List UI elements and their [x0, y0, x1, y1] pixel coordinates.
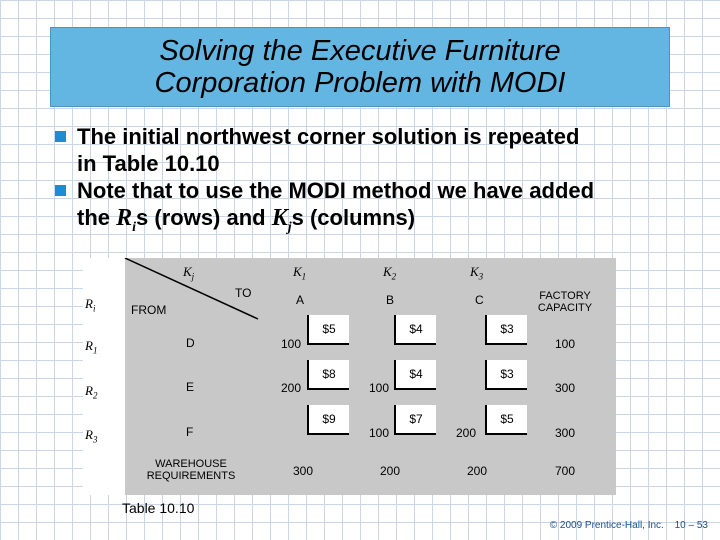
bullet-text: Note that to use the MODI method we have added — [77, 178, 595, 203]
col-k-3: $K_3$ — [470, 264, 484, 282]
page-number: 10 – 53 — [674, 520, 708, 531]
row-name-d: D — [186, 336, 195, 350]
to-label: TO — [235, 286, 252, 300]
bullet-square-icon — [55, 131, 66, 142]
requirement-a: 300 — [293, 464, 314, 478]
col-header-b: B — [386, 293, 395, 307]
cost-e-c: $3 — [485, 360, 527, 390]
capacity-f: 300 — [555, 426, 576, 440]
col-header-c: C — [475, 293, 484, 307]
cost-d-a: $5 — [307, 315, 349, 345]
alloc-e-a: 200 — [281, 381, 302, 395]
cost-f-b: $7 — [394, 405, 436, 435]
alloc-e-b: 100 — [369, 381, 390, 395]
capacity-e: 300 — [555, 381, 576, 395]
cost-d-b: $4 — [394, 315, 436, 345]
from-label: FROM — [131, 303, 167, 317]
bullet-item — [55, 177, 695, 241]
cost-f-a: $9 — [307, 405, 349, 435]
title-line-1: Solving the Executive Furniture — [159, 35, 561, 67]
row-r-3: $R_3$ — [85, 427, 98, 445]
requirement-c: 200 — [467, 464, 488, 478]
total-requirement: 700 — [555, 464, 576, 478]
ri-label: $R_i$ — [85, 296, 96, 314]
table-caption: Table 10.10 — [122, 500, 195, 516]
row-r-1: $R_1$ — [85, 338, 98, 356]
cost-d-c: $3 — [485, 315, 527, 345]
alloc-d-a: 100 — [281, 337, 302, 351]
capacity-d: 100 — [555, 337, 576, 351]
transportation-table — [83, 258, 616, 495]
row-name-f: F — [186, 425, 194, 439]
bullet-square-icon — [55, 185, 66, 196]
bullet-text: in Table 10.10 — [77, 151, 220, 176]
cost-e-b: $4 — [394, 360, 436, 390]
row-r-2: $R_2$ — [85, 383, 98, 401]
cost-e-a: $8 — [307, 360, 349, 390]
footer — [542, 520, 708, 531]
col-header-a: A — [296, 293, 305, 307]
bullet-text: The initial northwest corner solution is repeated — [77, 124, 580, 149]
alloc-f-b: 100 — [369, 426, 390, 440]
bullet-text: the $R_is$ (rows) and $K_js$ (columns) — [77, 205, 416, 235]
requirements-label: WAREHOUSE REQUIREMENTS — [146, 458, 236, 482]
copyright: © 2009 Prentice-Hall, Inc. — [549, 520, 664, 531]
cost-f-c: $5 — [485, 405, 527, 435]
capacity-header: FACTORY CAPACITY — [537, 290, 593, 314]
bullet-list — [55, 123, 695, 241]
bullet-item — [55, 123, 695, 177]
col-k-1: $K_1$ — [293, 264, 307, 282]
title-line-2: Corporation Problem with MODI — [154, 67, 566, 99]
kj-label: $K_j$ — [183, 264, 195, 282]
row-name-e: E — [186, 380, 195, 394]
requirement-b: 200 — [380, 464, 401, 478]
col-k-2: $K_2$ — [383, 264, 397, 282]
slide-title — [50, 27, 670, 107]
alloc-f-c: 200 — [456, 426, 477, 440]
